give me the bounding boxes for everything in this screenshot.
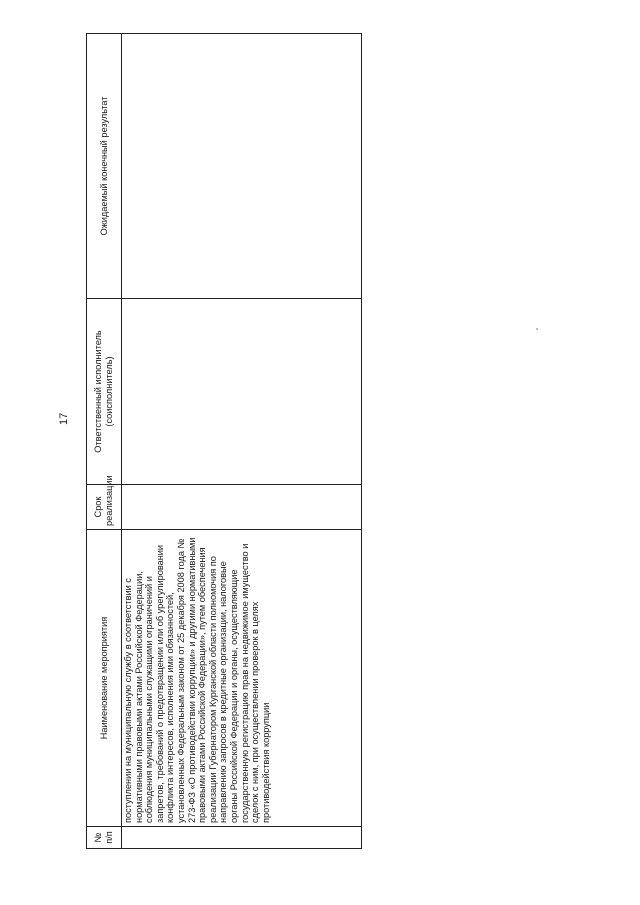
header-responsible: Ответственный исполнитель (соисполнитель): [87, 299, 122, 485]
header-result: Ожидаемый конечный результат: [87, 34, 122, 299]
cell-result: [122, 34, 362, 299]
header-term: Срок реализации: [87, 485, 122, 530]
header-num: № п/п: [87, 827, 122, 849]
cell-num: [122, 827, 362, 849]
rotated-table-container: [86, 34, 362, 849]
header-name: Наименование мероприятия: [87, 530, 122, 827]
page-number: 17: [58, 412, 70, 425]
table-header-row: [87, 34, 122, 849]
cell-name: поступлении на муниципальную службу в соответствии с нормативными правовыми актами Российской Федерации, соблюдения муниципальными служащими ограничений и запретов, требований о предотвращении или об урегулировании конфликта интересов, исполнения ими обязанностей, установленных Федеральным законом от 25 декабря 2008 года № 273-ФЗ «О противодействии коррупции» и другими нормативными правовыми актами Российской Федерации», путем обеспечения реализации Губернатором Курганской области полномочия по направлению запросов в кредитные организации, налоговые органы Российской Федерации и органы, осуществляющие государственную регистрацию прав на недвижимое имущество и сделок с ним, при осуществлении проверок в целях противодействия коррупции: [122, 530, 362, 827]
scan-speck: [536, 328, 538, 330]
cell-term: [122, 485, 362, 530]
cell-responsible: [122, 299, 362, 485]
table-row: [122, 34, 362, 849]
measures-table: [86, 33, 362, 849]
